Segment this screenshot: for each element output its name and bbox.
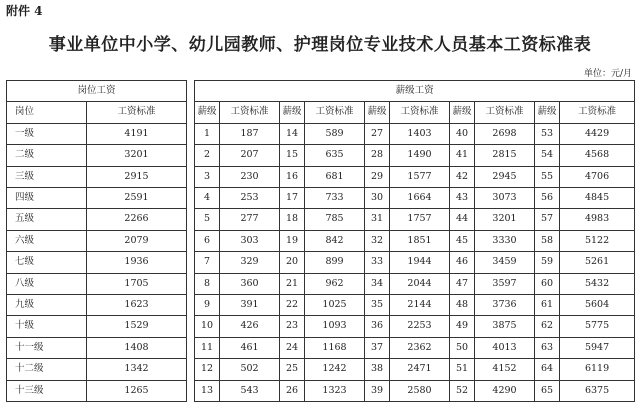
post-wage-cell: 3201 [87, 145, 187, 166]
post-wage-cell: 1623 [87, 295, 187, 316]
grade-level-cell: 41 [450, 145, 475, 166]
post-level-cell: 九级 [7, 295, 87, 316]
grade-level-cell: 35 [365, 295, 390, 316]
grade-level-cell: 42 [450, 166, 475, 187]
grade-level-cell: 32 [365, 230, 390, 251]
grade-level-cell: 60 [535, 273, 560, 294]
grade-level-cell: 7 [195, 252, 220, 273]
grade-level-cell: 57 [535, 209, 560, 230]
grade-level-cell: 53 [535, 123, 560, 144]
grade-wage-cell: 2362 [390, 337, 450, 358]
grade-level-cell: 17 [280, 188, 305, 209]
table-row [7, 209, 635, 230]
grade-level-cell: 55 [535, 166, 560, 187]
post-wage-cell: 1342 [87, 359, 187, 380]
column-gap [187, 81, 195, 102]
column-gap [187, 145, 195, 166]
grade-level-cell: 34 [365, 273, 390, 294]
post-wage-cell: 2079 [87, 230, 187, 251]
page-title: 事业单位中小学、幼儿园教师、护理岗位专业技术人员基本工资标准表 [48, 35, 592, 55]
post-level-cell: 六级 [7, 230, 87, 251]
grade-wage-cell: 3736 [475, 295, 535, 316]
grade-wage-cell: 1168 [305, 337, 365, 358]
grade-wage-cell: 6119 [560, 359, 635, 380]
grade-wage-cell: 1242 [305, 359, 365, 380]
grade-level-cell: 26 [280, 380, 305, 401]
grade-level-cell: 40 [450, 123, 475, 144]
grade-wage-cell: 4706 [560, 166, 635, 187]
grade-wage-cell: 4845 [560, 188, 635, 209]
grade-wage-cell: 4152 [475, 359, 535, 380]
post-level-cell: 十三级 [7, 380, 87, 401]
wage-table [6, 80, 635, 402]
grade-level-cell: 15 [280, 145, 305, 166]
grade-wage-cell: 2698 [475, 123, 535, 144]
grade-level-cell: 8 [195, 273, 220, 294]
grade-wage-cell: 2471 [390, 359, 450, 380]
table-row [7, 273, 635, 294]
grade-level-cell: 23 [280, 316, 305, 337]
post-wage-cell: 2591 [87, 188, 187, 209]
grade-level-cell: 9 [195, 295, 220, 316]
post-level-cell: 八级 [7, 273, 87, 294]
grade-wage-cell: 2945 [475, 166, 535, 187]
post-header-name: 岗位 [7, 102, 87, 123]
grade-level-cell: 18 [280, 209, 305, 230]
grade-wage-cell: 543 [220, 380, 280, 401]
post-wage-cell: 1529 [87, 316, 187, 337]
grade-wage-cell: 3330 [475, 230, 535, 251]
grade-level-cell: 14 [280, 123, 305, 144]
grade-wage-cell: 4290 [475, 380, 535, 401]
grade-level-cell: 49 [450, 316, 475, 337]
grade-level-cell: 24 [280, 337, 305, 358]
grade-wage-cell: 207 [220, 145, 280, 166]
unit-label: 单位：元/月 [583, 69, 632, 79]
grade-wage-cell: 277 [220, 209, 280, 230]
post-wage-cell: 1936 [87, 252, 187, 273]
grade-level-cell: 65 [535, 380, 560, 401]
post-header-wage: 工资标准 [87, 102, 187, 123]
post-level-cell: 十级 [7, 316, 87, 337]
grade-wage-cell: 2144 [390, 295, 450, 316]
post-level-cell: 一级 [7, 123, 87, 144]
table-row [7, 252, 635, 273]
grade-level-cell: 64 [535, 359, 560, 380]
grade-wage-cell: 426 [220, 316, 280, 337]
grade-wage-cell: 502 [220, 359, 280, 380]
grade-wage-cell: 1403 [390, 123, 450, 144]
grade-wage-cell: 3597 [475, 273, 535, 294]
grade-level-cell: 54 [535, 145, 560, 166]
grade-header-level: 薪级 [450, 102, 475, 123]
grade-wage-cell: 253 [220, 188, 280, 209]
column-gap [187, 380, 195, 401]
table-row [7, 230, 635, 251]
column-gap [187, 123, 195, 144]
grade-wage-cell: 1025 [305, 295, 365, 316]
attachment-label: 附件 4 [6, 4, 43, 18]
grade-wage-cell: 1490 [390, 145, 450, 166]
grade-level-cell: 38 [365, 359, 390, 380]
grade-wage-cell: 6375 [560, 380, 635, 401]
grade-header-level: 薪级 [365, 102, 390, 123]
grade-level-cell: 4 [195, 188, 220, 209]
grade-level-cell: 3 [195, 166, 220, 187]
post-level-cell: 十一级 [7, 337, 87, 358]
grade-level-cell: 51 [450, 359, 475, 380]
grade-level-cell: 47 [450, 273, 475, 294]
table-row [7, 188, 635, 209]
grade-wage-cell: 589 [305, 123, 365, 144]
grade-wage-cell: 842 [305, 230, 365, 251]
post-wage-cell: 2266 [87, 209, 187, 230]
column-gap [187, 102, 195, 123]
grade-wage-cell: 461 [220, 337, 280, 358]
table-row [7, 166, 635, 187]
grade-wage-cell: 1757 [390, 209, 450, 230]
post-wage-cell: 4191 [87, 123, 187, 144]
grade-level-cell: 37 [365, 337, 390, 358]
grade-wage-cell: 3201 [475, 209, 535, 230]
post-level-cell: 二级 [7, 145, 87, 166]
table-row [7, 359, 635, 380]
post-wage-cell: 1705 [87, 273, 187, 294]
post-wage-cell: 1408 [87, 337, 187, 358]
table-row [7, 295, 635, 316]
table-row [7, 145, 635, 166]
grade-level-cell: 52 [450, 380, 475, 401]
grade-level-cell: 25 [280, 359, 305, 380]
column-gap [187, 188, 195, 209]
column-gap [187, 359, 195, 380]
grade-section-title: 薪级工资 [195, 81, 635, 102]
grade-level-cell: 2 [195, 145, 220, 166]
grade-level-cell: 22 [280, 295, 305, 316]
grade-wage-cell: 1851 [390, 230, 450, 251]
table-row [7, 316, 635, 337]
grade-level-cell: 39 [365, 380, 390, 401]
grade-header-level: 薪级 [280, 102, 305, 123]
post-level-cell: 十二级 [7, 359, 87, 380]
post-section-title: 岗位工资 [7, 81, 187, 102]
table-row [7, 337, 635, 358]
grade-wage-cell: 1944 [390, 252, 450, 273]
grade-header-level: 薪级 [195, 102, 220, 123]
post-level-cell: 七级 [7, 252, 87, 273]
grade-level-cell: 46 [450, 252, 475, 273]
grade-wage-cell: 1664 [390, 188, 450, 209]
grade-wage-cell: 187 [220, 123, 280, 144]
grade-level-cell: 33 [365, 252, 390, 273]
grade-wage-cell: 5122 [560, 230, 635, 251]
grade-level-cell: 12 [195, 359, 220, 380]
column-gap [187, 252, 195, 273]
grade-level-cell: 62 [535, 316, 560, 337]
grade-level-cell: 36 [365, 316, 390, 337]
grade-wage-cell: 360 [220, 273, 280, 294]
grade-level-cell: 59 [535, 252, 560, 273]
grade-wage-cell: 4013 [475, 337, 535, 358]
column-gap [187, 230, 195, 251]
grade-wage-cell: 3459 [475, 252, 535, 273]
grade-level-cell: 5 [195, 209, 220, 230]
grade-wage-cell: 5432 [560, 273, 635, 294]
grade-wage-cell: 230 [220, 166, 280, 187]
grade-wage-cell: 391 [220, 295, 280, 316]
grade-level-cell: 30 [365, 188, 390, 209]
grade-wage-cell: 681 [305, 166, 365, 187]
table-row [7, 380, 635, 401]
grade-level-cell: 19 [280, 230, 305, 251]
grade-wage-cell: 1577 [390, 166, 450, 187]
grade-wage-cell: 4429 [560, 123, 635, 144]
column-gap [187, 316, 195, 337]
grade-level-cell: 6 [195, 230, 220, 251]
grade-wage-cell: 303 [220, 230, 280, 251]
grade-wage-cell: 2253 [390, 316, 450, 337]
grade-wage-cell: 3073 [475, 188, 535, 209]
grade-level-cell: 11 [195, 337, 220, 358]
grade-wage-cell: 1093 [305, 316, 365, 337]
table-row [7, 123, 635, 144]
grade-wage-cell: 2044 [390, 273, 450, 294]
column-gap [187, 166, 195, 187]
post-wage-cell: 1265 [87, 380, 187, 401]
grade-level-cell: 45 [450, 230, 475, 251]
grade-wage-cell: 4568 [560, 145, 635, 166]
post-wage-cell: 2915 [87, 166, 187, 187]
grade-wage-cell: 329 [220, 252, 280, 273]
grade-header-wage: 工资标准 [220, 102, 280, 123]
grade-wage-cell: 5947 [560, 337, 635, 358]
grade-wage-cell: 3875 [475, 316, 535, 337]
post-level-cell: 四级 [7, 188, 87, 209]
grade-level-cell: 50 [450, 337, 475, 358]
grade-level-cell: 43 [450, 188, 475, 209]
grade-level-cell: 27 [365, 123, 390, 144]
grade-level-cell: 28 [365, 145, 390, 166]
post-level-cell: 五级 [7, 209, 87, 230]
grade-level-cell: 63 [535, 337, 560, 358]
grade-wage-cell: 733 [305, 188, 365, 209]
post-level-cell: 三级 [7, 166, 87, 187]
grade-level-cell: 10 [195, 316, 220, 337]
grade-wage-cell: 899 [305, 252, 365, 273]
grade-wage-cell: 1323 [305, 380, 365, 401]
column-gap [187, 295, 195, 316]
grade-level-cell: 1 [195, 123, 220, 144]
grade-wage-cell: 635 [305, 145, 365, 166]
grade-wage-cell: 962 [305, 273, 365, 294]
grade-level-cell: 31 [365, 209, 390, 230]
grade-level-cell: 61 [535, 295, 560, 316]
grade-header-level: 薪级 [535, 102, 560, 123]
grade-level-cell: 13 [195, 380, 220, 401]
column-gap [187, 337, 195, 358]
grade-level-cell: 21 [280, 273, 305, 294]
grade-wage-cell: 5775 [560, 316, 635, 337]
grade-level-cell: 56 [535, 188, 560, 209]
grade-level-cell: 44 [450, 209, 475, 230]
column-gap [187, 209, 195, 230]
grade-level-cell: 58 [535, 230, 560, 251]
grade-wage-cell: 2815 [475, 145, 535, 166]
grade-wage-cell: 4983 [560, 209, 635, 230]
column-gap [187, 273, 195, 294]
grade-level-cell: 48 [450, 295, 475, 316]
grade-wage-cell: 5261 [560, 252, 635, 273]
grade-header-wage: 工资标准 [305, 102, 365, 123]
grade-header-wage: 工资标准 [390, 102, 450, 123]
grade-header-wage: 工资标准 [475, 102, 535, 123]
grade-level-cell: 16 [280, 166, 305, 187]
grade-wage-cell: 785 [305, 209, 365, 230]
grade-header-wage: 工资标准 [560, 102, 635, 123]
grade-wage-cell: 2580 [390, 380, 450, 401]
grade-level-cell: 20 [280, 252, 305, 273]
grade-level-cell: 29 [365, 166, 390, 187]
grade-wage-cell: 5604 [560, 295, 635, 316]
